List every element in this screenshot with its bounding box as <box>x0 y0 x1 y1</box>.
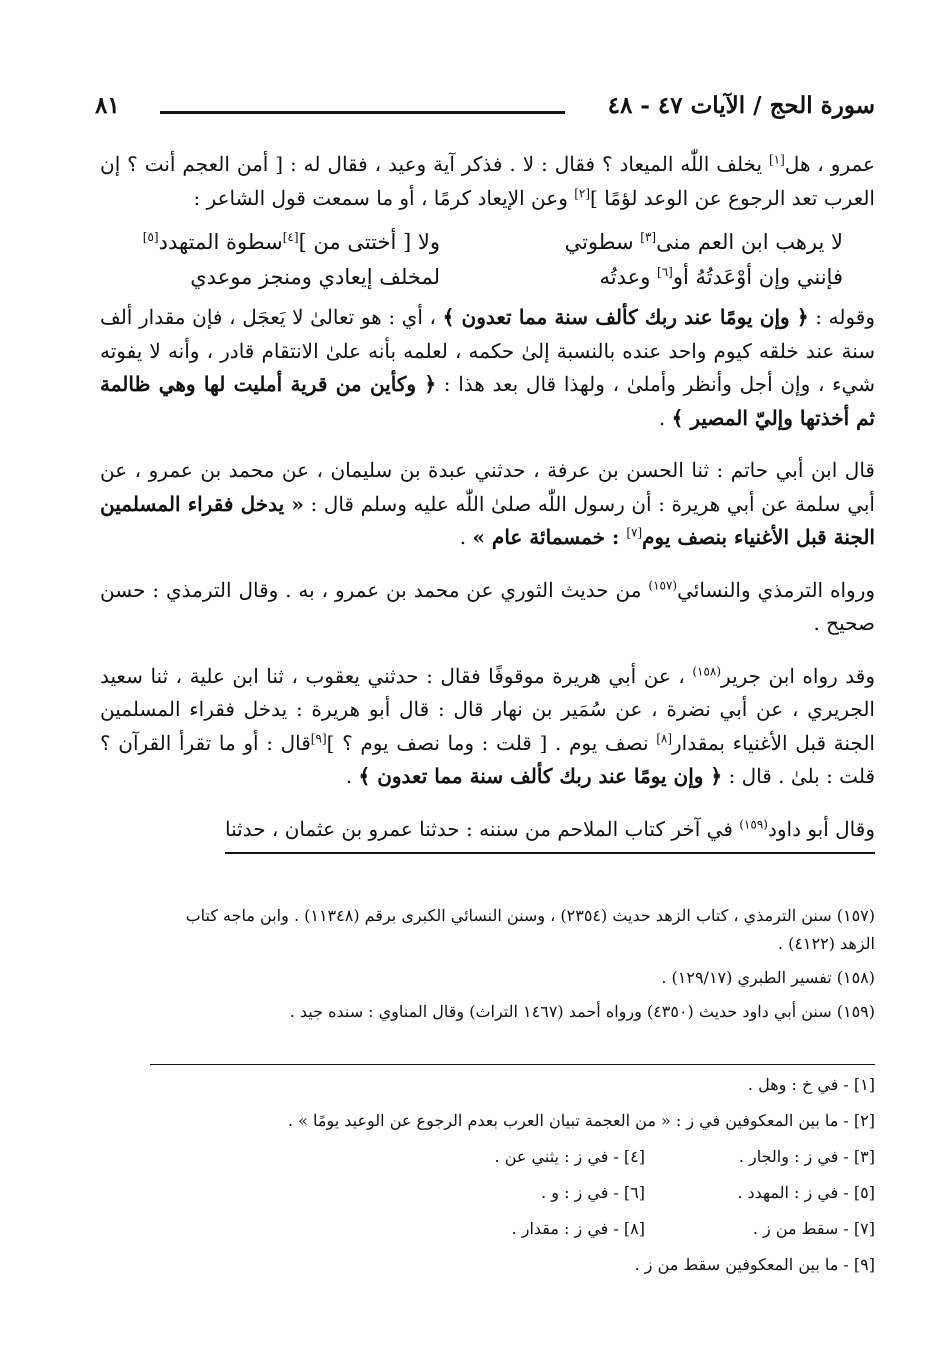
quran-quote: ﴿ وإن يومًا عند ربك كألف سنة مما تعدون ﴾ <box>442 305 809 329</box>
paragraph-4 <box>100 574 875 641</box>
apparatus-row <box>150 1103 875 1139</box>
text-run: وعدتُه <box>599 265 658 289</box>
page-number: ٨١ <box>95 92 120 119</box>
note-marker: [١] <box>768 152 785 167</box>
text-run: وقوله : <box>808 305 875 329</box>
footnotes <box>150 902 875 1026</box>
footnote-157: (١٥٧) سنن الترمذي ، كتاب الزهد حديث (٢٣٥٤) ، وسنن النسائي الكبرى برقم (١١٣٤٨) . وابن ماجه كتاب الزهد (٤١٢٢) . <box>185 906 875 953</box>
note-marker: [٢] <box>574 185 591 200</box>
hadith-quote: « يدخل فقراء المسلمين الجنة قبل الأغنياء بنصف يوم <box>100 491 875 549</box>
text-run: قال ابن أبي حاتم : ثنا الحسن بن عرفة ، حدثني عبدة بن سليمان ، عن محمد بن عمرو ، عن أبي سلمة عن أبي هريرة : أن رسول اللّٰه صلىٰ اللّٰه عليه وسلم قال : <box>100 458 875 516</box>
apparatus-note-3: [٣] - في ز : والجار . <box>738 1147 875 1166</box>
footnote-158: (١٥٨) تفسير الطبري (١٢٩/١٧) . <box>661 968 875 987</box>
apparatus-note-7: [٧] - سقط من ز . <box>752 1219 875 1238</box>
note-marker: [٦] <box>657 265 673 279</box>
last-line <box>225 813 875 855</box>
apparatus-note-4: [٤] - في ز : يثني عن . <box>494 1147 645 1166</box>
apparatus-note-9: [٩] - ما بين المعكوفين سقط من ز . <box>634 1255 875 1274</box>
text-run: سطوتي <box>564 230 641 254</box>
text-run: في آخر كتاب الملاحم من سننه : حدثنا عمرو بن عثمان ، حدثنا <box>225 816 740 841</box>
note-marker: [٨] <box>656 730 673 745</box>
apparatus-note-2: [٢] - ما بين المعكوفين في ز : « من العجمة تبيان العرب بعدم الرجوع عن الوعيد يومًا » . <box>287 1111 875 1130</box>
text-run: عمرو ، هل <box>784 152 875 176</box>
paragraph-6 <box>100 813 875 855</box>
paragraph-2 <box>100 301 875 435</box>
text-run: ، عن أبي هريرة موقوفًا فقال : حدثني يعقوب ، ثنا ابن علية ، ثنا سعيد الجريري ، عن أبي نضرة ، عن سُمَير بن نهار قال : قال أبو هريرة : يدخل فقراء المسلمين الجنة قبل الأغنياء بمقدار <box>100 663 875 755</box>
text-run: ورواه الترمذي والنسائي <box>677 577 876 602</box>
apparatus-row <box>150 1175 875 1211</box>
note-marker: [٥] <box>142 230 159 244</box>
paragraph-3 <box>100 454 875 555</box>
text-run: قال : أو ما تقرأ القرآن ؟ قلت : بلىٰ . قال : <box>100 730 875 788</box>
running-title: سورة الحج / الآيات ٤٧ - ٤٨ <box>607 92 875 119</box>
text-run: . <box>345 764 359 788</box>
header-rule <box>160 111 565 114</box>
text-run: وقد رواه ابن جرير <box>721 663 875 688</box>
paragraph-5 <box>100 660 875 794</box>
apparatus-row <box>150 1067 875 1103</box>
second-hemistich <box>100 225 440 260</box>
second-hemistich: لمخلف إيعادي ومنجز موعدي <box>190 265 440 289</box>
first-hemistich <box>503 260 843 295</box>
first-hemistich <box>503 225 843 260</box>
page-header <box>95 92 875 126</box>
note-marker: [٧] <box>626 525 643 540</box>
quran-quote: ﴿ وكأين من قرية أمليت لها وهي ظالمة ثم أخذتها وإليّ المصير ﴾ <box>100 372 875 430</box>
text-run: سطوة المتهدد <box>158 230 283 254</box>
text-run: من حديث الثوري عن محمد بن عمرو ، به . وقال الترمذي : حسن صحيح . <box>100 577 875 635</box>
paragraph-1 <box>100 148 875 215</box>
text-run: يخلف اللّٰه الميعاد ؟ فقال : لا . فذكر آية وعيد ، فقال له : [ أمن العجم أنت ؟ إن العرب تعد الرجوع عن الوعد لؤمًا ] <box>100 152 875 210</box>
apparatus-row <box>150 1139 875 1175</box>
text-run: ولا [ أختتى من ] <box>298 230 440 254</box>
verse-line-1 <box>100 225 875 260</box>
text-run: فإنني وإن أوْعَدتُهُ أو <box>672 265 843 289</box>
text-run: وقال أبو داود <box>767 816 875 841</box>
apparatus-row <box>150 1211 875 1247</box>
text-run: وعن الإيعاد كرمًا ، أو ما سمعت قول الشاعر : <box>193 185 575 210</box>
main-text <box>100 148 875 854</box>
text-run: . <box>658 405 672 430</box>
text-run: نصف يوم . [ قلت : وما نصف يوم ؟ ] <box>326 730 657 755</box>
apparatus-note-1: [١] - في خ : وهل . <box>747 1075 875 1094</box>
apparatus-row <box>150 1247 875 1283</box>
verse-line-2 <box>100 260 875 295</box>
text-run: لا يرهب ابن العم منى <box>656 230 843 254</box>
text-run: ، أي : هو تعالىٰ لا يَعجَل ، فإن مقدار ألف سنة عند خلقه كيوم واحد عنده بالنسبة إلىٰ حكمه ، لعلمه بأنه علىٰ الانتقام قادر ، وأنه لا يفوته شيء ، وإن أجل وأنظر وأملىٰ ، ولهذا قال بعد هذا : <box>100 305 875 396</box>
critical-apparatus <box>150 1064 875 1283</box>
note-marker: [٤] <box>282 230 299 244</box>
poem-verses <box>100 225 875 295</box>
apparatus-note-6: [٦] - في ز : و . <box>541 1183 645 1202</box>
footnote-marker: (١٥٧) <box>648 577 678 592</box>
footnote-159: (١٥٩) سنن أبي داود حديث (٤٣٥٠) ورواه أحمد (١٤٦٧ التراث) وقال المناوي : سنده جيد . <box>289 1002 875 1021</box>
apparatus-note-8: [٨] - في ز : مقدار . <box>511 1219 645 1238</box>
hadith-quote: : خمسمائة عام » <box>472 525 627 549</box>
footnote-marker: (١٥٩) <box>739 816 768 831</box>
text-run: . <box>459 525 473 549</box>
note-marker: [٣] <box>640 230 657 244</box>
note-marker: [٩] <box>310 730 327 745</box>
apparatus-note-5: [٥] - في ز : المهدد . <box>737 1183 875 1202</box>
quran-quote: ﴿ وإن يومًا عند ربك كألف سنة مما تعدون ﴾ <box>358 764 723 788</box>
footnote-marker: (١٥٨) <box>692 663 722 678</box>
